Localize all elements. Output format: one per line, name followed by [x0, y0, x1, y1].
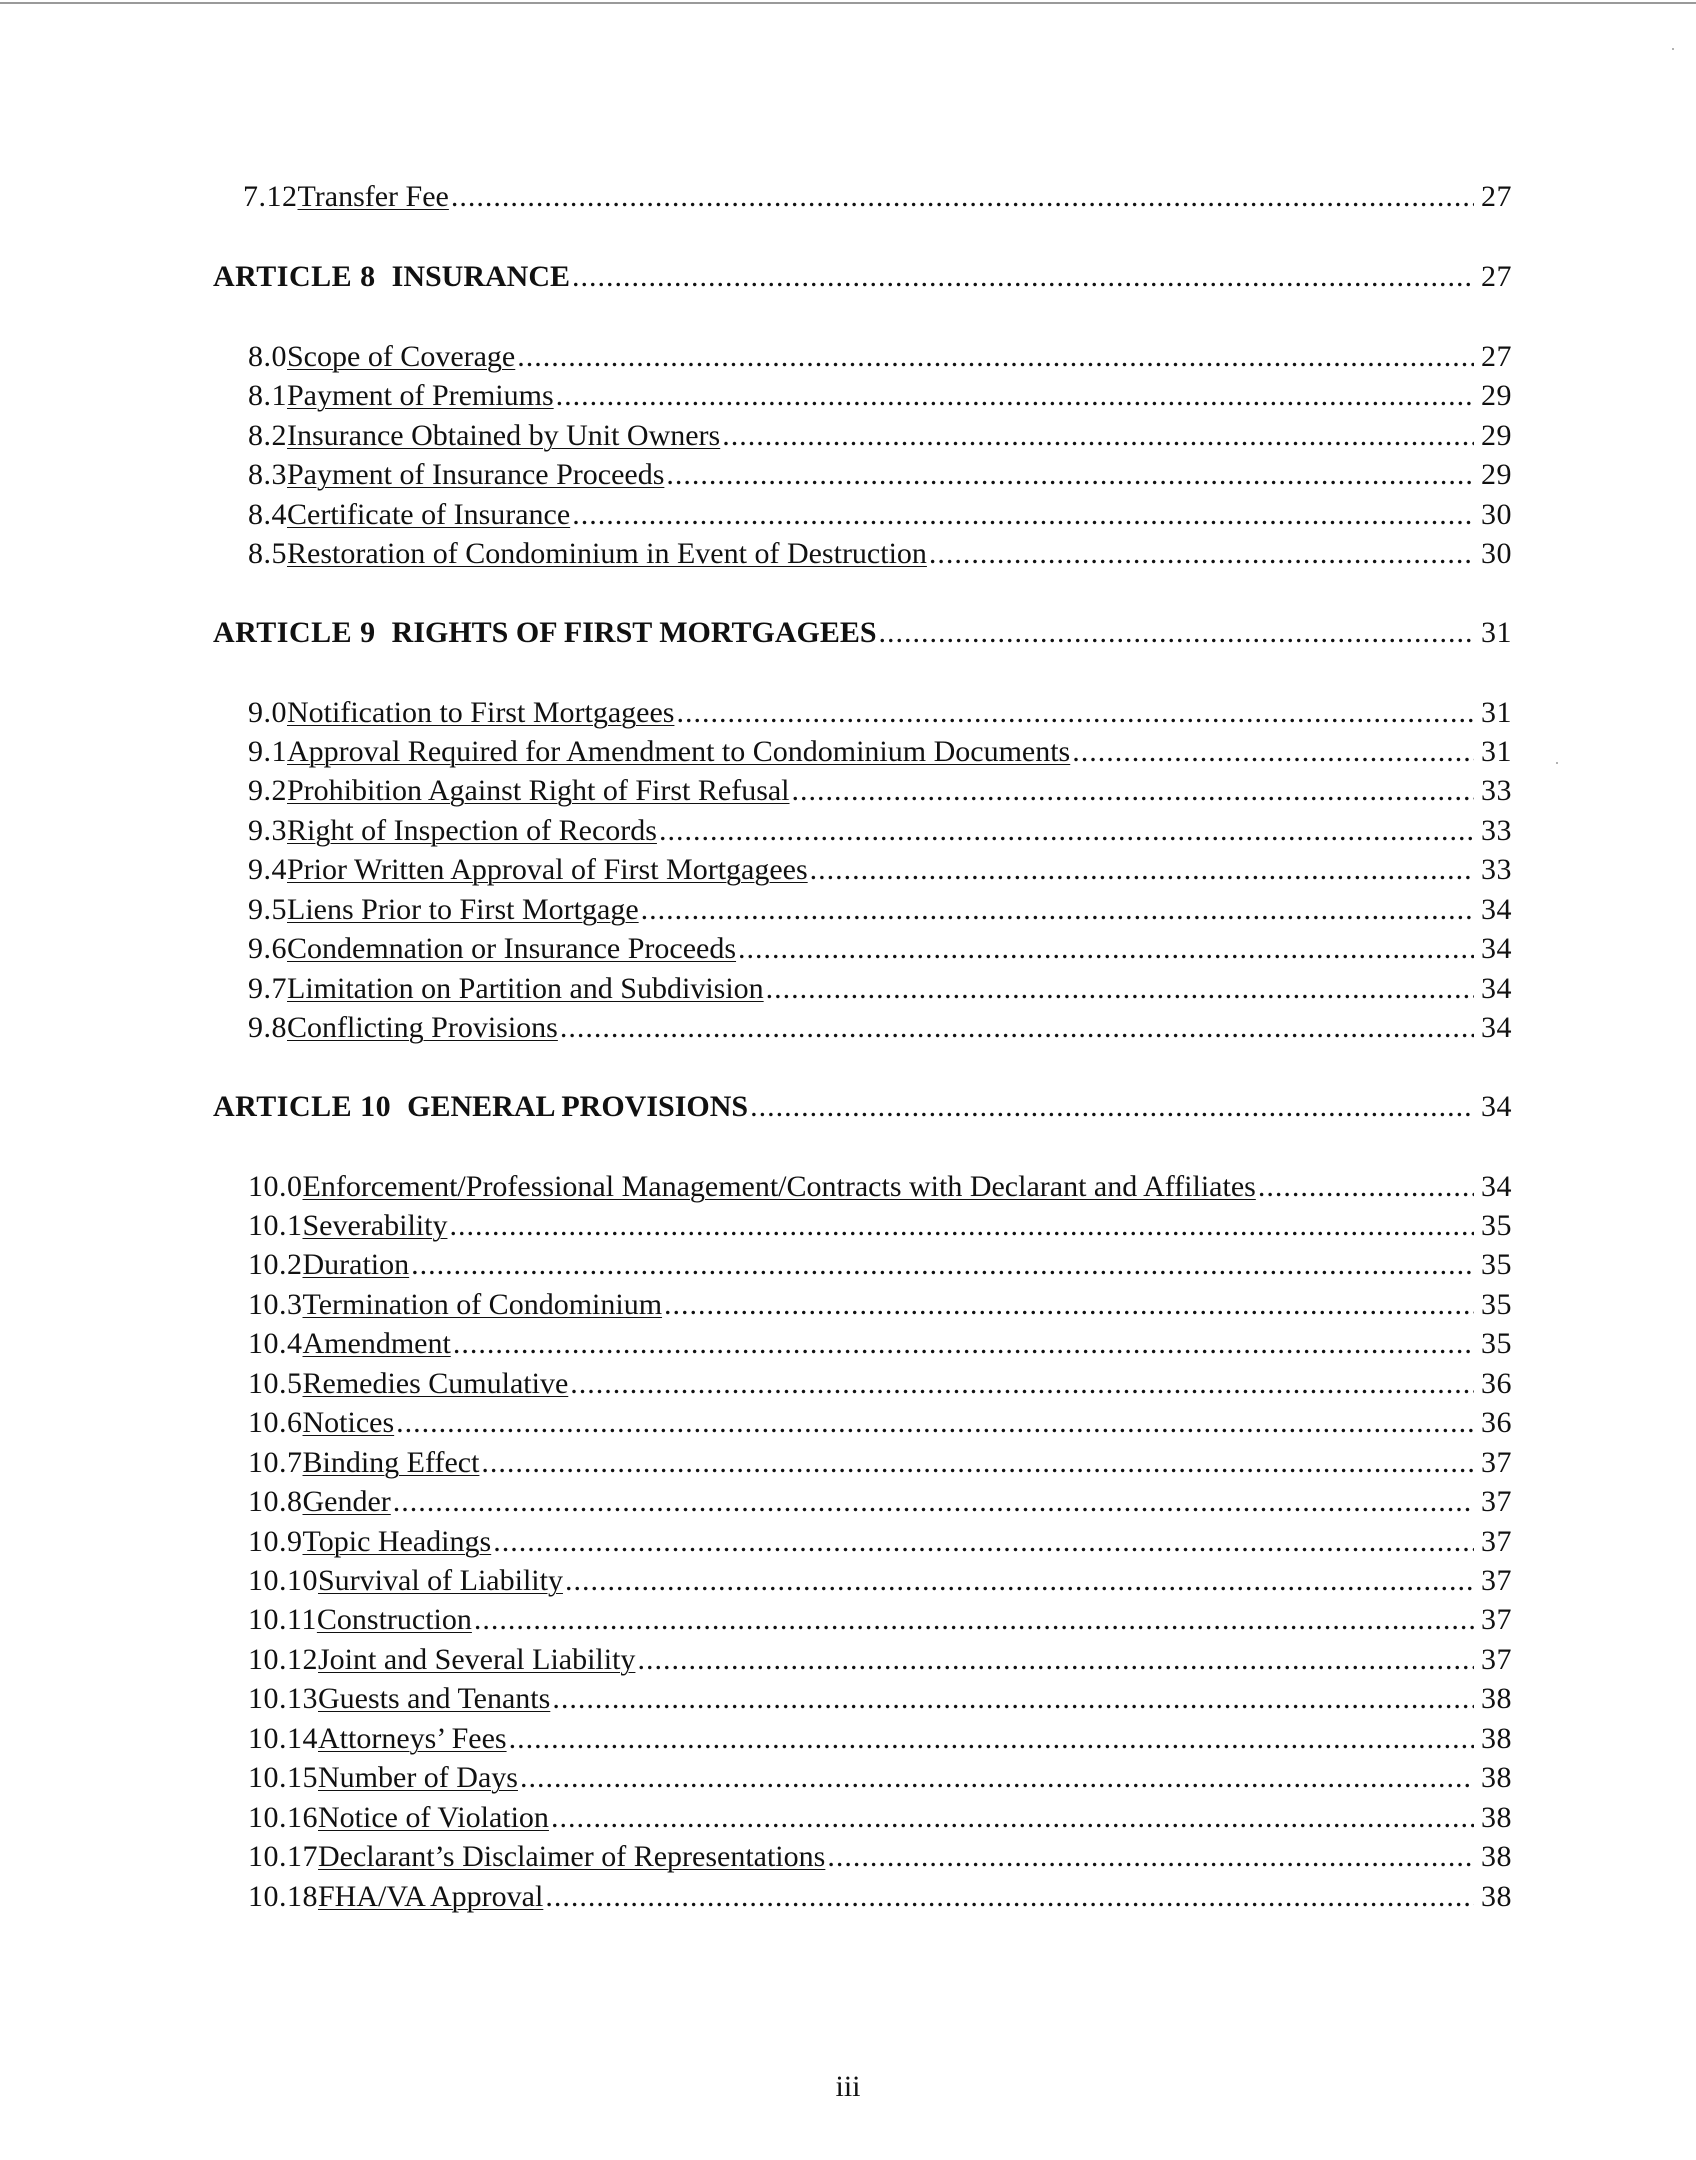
toc-entry-number: 10.6 [248, 1406, 303, 1439]
toc-entry-page: 37 [1481, 1525, 1512, 1558]
toc-entry-number: 7.12 [243, 180, 298, 213]
toc-entry [248, 971, 1512, 1007]
dot-leader [545, 1879, 1474, 1915]
dot-leader [1072, 734, 1474, 770]
toc-entry-page: 37 [1481, 1446, 1512, 1479]
toc-entry-number: 8.4 [248, 498, 287, 531]
toc-entry [248, 1721, 1512, 1757]
toc-entry-title: Limitation on Partition and Subdivision [287, 972, 764, 1005]
dot-leader [517, 339, 1474, 375]
toc-entry-page: 33 [1481, 774, 1512, 807]
dot-leader [560, 1010, 1474, 1046]
toc-entry-number: 10.9 [248, 1525, 303, 1558]
toc-entry-page: 35 [1481, 1248, 1512, 1281]
toc-entry-page: 38 [1481, 1840, 1512, 1873]
toc-entry-title: Transfer Fee [297, 180, 449, 213]
toc-entry-page: 27 [1481, 260, 1512, 293]
toc-entry-title: Notice of Violation [318, 1801, 549, 1834]
toc-entry-title: Declarant’s Disclaimer of Representations [318, 1840, 826, 1873]
toc-entry-title: Insurance Obtained by Unit Owners [287, 419, 721, 452]
toc-entry-page: 34 [1481, 972, 1512, 1005]
toc-entry [248, 695, 1512, 731]
toc-entry-title: Construction [316, 1603, 472, 1636]
toc-entry-page: 37 [1481, 1485, 1512, 1518]
toc-entry-number: 10.7 [248, 1446, 303, 1479]
dot-leader [750, 1089, 1474, 1125]
toc-entry-number: 9.1 [248, 735, 287, 768]
dot-leader [451, 179, 1474, 215]
toc-entry [248, 773, 1512, 809]
dot-leader [666, 457, 1474, 493]
toc-entry-number: 9.5 [248, 893, 287, 926]
toc-entry [248, 1366, 1512, 1402]
toc-entry-title: Prohibition Against Right of First Refusal [287, 774, 790, 807]
toc-entry-title: Duration [302, 1248, 410, 1281]
toc-entry-title: Certificate of Insurance [287, 498, 571, 531]
toc-entry [248, 1602, 1512, 1638]
toc-entry [248, 1287, 1512, 1323]
toc-entry [248, 457, 1512, 493]
toc-entry [248, 1524, 1512, 1560]
dot-leader [1258, 1169, 1474, 1205]
toc-entry-page: 38 [1481, 1880, 1512, 1913]
toc-entry-title: Topic Headings [302, 1525, 492, 1558]
toc-entry-number: 10.4 [248, 1327, 303, 1360]
toc-entry-title: GENERAL PROVISIONS [407, 1090, 749, 1123]
toc-entry-number: 10.15 [248, 1761, 318, 1794]
toc-entry-number: 8.5 [248, 537, 287, 570]
toc-entry-title: Conflicting Provisions [287, 1011, 558, 1044]
toc-entry-title: Termination of Condominium [302, 1288, 663, 1321]
dot-leader [766, 971, 1474, 1007]
toc-entry-page: 38 [1481, 1801, 1512, 1834]
toc-entry-page: 31 [1481, 735, 1512, 768]
toc-entry-page: 34 [1481, 932, 1512, 965]
dot-leader [664, 1287, 1474, 1323]
dot-leader [572, 497, 1474, 533]
toc-entry-page: 36 [1481, 1367, 1512, 1400]
toc-entry-title: Gender [302, 1485, 391, 1518]
toc-entry-title: Approval Required for Amendment to Condominium Documents [287, 735, 1071, 768]
dot-leader [570, 1366, 1474, 1402]
toc-entry-page: 34 [1481, 1090, 1512, 1123]
toc-entry-number: ARTICLE 10 [213, 1090, 392, 1123]
toc-entry-number: 9.2 [248, 774, 287, 807]
toc-entry [248, 1010, 1512, 1046]
toc-entry-title: Prior Written Approval of First Mortgagees [287, 853, 808, 886]
toc-entry [248, 1760, 1512, 1796]
toc-entry-page: 38 [1481, 1761, 1512, 1794]
toc-entry-title: Restoration of Condominium in Event of Destruction [287, 537, 927, 570]
toc-entry [248, 497, 1512, 533]
toc-article-heading [213, 615, 1512, 651]
toc-entry-number: 9.0 [248, 696, 287, 729]
toc-entry-title: Payment of Insurance Proceeds [287, 458, 665, 491]
toc-entry-page: 29 [1481, 458, 1512, 491]
toc-entry [248, 536, 1512, 572]
toc-entry-page: 27 [1481, 340, 1512, 373]
dot-leader [827, 1839, 1474, 1875]
toc-entry [248, 418, 1512, 454]
toc-entry [243, 179, 1512, 215]
dot-leader [493, 1524, 1474, 1560]
toc-entry-title: RIGHTS OF FIRST MORTGAGEES [391, 616, 877, 649]
toc-entry-number: 9.3 [248, 814, 287, 847]
toc-entry-page: 34 [1481, 1170, 1512, 1203]
toc-entry-page: 33 [1481, 853, 1512, 886]
toc-entry [248, 1879, 1512, 1915]
toc-entry [248, 339, 1512, 375]
dot-leader [565, 1563, 1474, 1599]
toc-entry-number: ARTICLE 9 [213, 616, 376, 649]
toc-entry-title: Guests and Tenants [318, 1682, 551, 1715]
toc-entry-page: 30 [1481, 537, 1512, 570]
dot-leader [676, 695, 1474, 731]
toc-entry-number: 10.11 [248, 1603, 317, 1636]
dot-leader [659, 813, 1474, 849]
toc-entry-number: 8.3 [248, 458, 287, 491]
toc-entry-page: 35 [1481, 1327, 1512, 1360]
dot-leader [929, 536, 1474, 572]
toc-entry-title: Enforcement/Professional Management/Contracts with Declarant and Affiliates [302, 1170, 1256, 1203]
toc-entry-title: FHA/VA Approval [318, 1880, 544, 1913]
toc-entry-title: Binding Effect [302, 1446, 480, 1479]
dot-leader [520, 1760, 1474, 1796]
dot-leader [556, 378, 1474, 414]
toc-entry-page: 37 [1481, 1643, 1512, 1676]
dot-leader [393, 1484, 1474, 1520]
dot-leader [810, 852, 1474, 888]
toc-entry-page: 35 [1481, 1288, 1512, 1321]
toc-entry [248, 1326, 1512, 1362]
toc-entry-title: Payment of Premiums [287, 379, 554, 412]
toc-entry [248, 1484, 1512, 1520]
toc-entry-number: ARTICLE 8 [213, 260, 376, 293]
dot-leader [722, 418, 1474, 454]
toc-entry [248, 852, 1512, 888]
toc-entry-page: 31 [1481, 616, 1512, 649]
toc-entry [248, 1839, 1512, 1875]
toc-entry-title: Survival of Liability [318, 1564, 563, 1597]
toc-entry-page: 27 [1481, 180, 1512, 213]
toc-entry-page: 29 [1481, 419, 1512, 452]
toc-entry-number: 10.3 [248, 1288, 303, 1321]
toc-entry-title: Amendment [302, 1327, 451, 1360]
toc-entry-page: 37 [1481, 1603, 1512, 1636]
toc-entry-title: Right of Inspection of Records [287, 814, 657, 847]
toc-entry-number: 10.16 [248, 1801, 318, 1834]
toc-entry-page: 34 [1481, 1011, 1512, 1044]
dot-leader [509, 1721, 1474, 1757]
toc-entry-page: 30 [1481, 498, 1512, 531]
toc-entry-number: 10.5 [248, 1367, 303, 1400]
toc-entry-number: 8.0 [248, 340, 287, 373]
toc-article-heading [213, 259, 1512, 295]
toc-entry-page: 35 [1481, 1209, 1512, 1242]
toc-entry-page: 38 [1481, 1682, 1512, 1715]
toc-entry-page: 37 [1481, 1564, 1512, 1597]
dot-leader [551, 1800, 1474, 1836]
toc-entry-page: 38 [1481, 1722, 1512, 1755]
toc-entry-number: 10.8 [248, 1485, 303, 1518]
toc-entry-title: Number of Days [318, 1761, 518, 1794]
toc-entry-number: 8.2 [248, 419, 287, 452]
toc-entry-title: INSURANCE [391, 260, 571, 293]
toc-entry-number: 10.14 [248, 1722, 318, 1755]
toc-entry [248, 892, 1512, 928]
toc-entry-number: 8.1 [248, 379, 287, 412]
dot-leader [552, 1681, 1474, 1717]
toc-entry-number: 10.17 [248, 1840, 318, 1873]
toc-entry-number: 10.10 [248, 1564, 318, 1597]
toc-entry-title: Liens Prior to First Mortgage [287, 893, 639, 926]
toc-entry-title: Notices [302, 1406, 395, 1439]
toc-entry-title: Joint and Several Liability [318, 1643, 636, 1676]
toc-entry-title: Condemnation or Insurance Proceeds [287, 932, 737, 965]
dot-leader [792, 773, 1474, 809]
dot-leader [572, 259, 1474, 295]
toc-entry-page: 31 [1481, 696, 1512, 729]
page-number-footer: iii [835, 2070, 861, 2103]
dot-leader [449, 1208, 1474, 1244]
toc-entry-number: 10.12 [248, 1643, 318, 1676]
toc-entry [248, 931, 1512, 967]
toc-entry [248, 1800, 1512, 1836]
dot-leader [453, 1326, 1474, 1362]
toc-entry-number: 10.0 [248, 1170, 303, 1203]
dot-leader [396, 1405, 1474, 1441]
toc-entry [248, 1405, 1512, 1441]
toc-entry-title: Remedies Cumulative [302, 1367, 569, 1400]
toc-article-heading [213, 1089, 1512, 1125]
toc-entry-number: 10.1 [248, 1209, 303, 1242]
toc-entry-title: Attorneys’ Fees [318, 1722, 507, 1755]
toc-entry-number: 9.6 [248, 932, 287, 965]
toc-entry-number: 9.7 [248, 972, 287, 1005]
toc-entry [248, 1445, 1512, 1481]
dot-leader [641, 892, 1474, 928]
toc-entry-page: 29 [1481, 379, 1512, 412]
dot-leader [481, 1445, 1474, 1481]
toc-entry [248, 813, 1512, 849]
toc-entry-number: 10.18 [248, 1880, 318, 1913]
dot-leader [738, 931, 1474, 967]
toc-entry [248, 1642, 1512, 1678]
dot-leader [637, 1642, 1474, 1678]
dot-leader [411, 1247, 1474, 1283]
toc-entry [248, 1681, 1512, 1717]
toc-entry-number: 10.13 [248, 1682, 318, 1715]
toc-entry [248, 1169, 1512, 1205]
toc-entry-page: 33 [1481, 814, 1512, 847]
toc-entry-title: Severability [302, 1209, 448, 1242]
toc-entry-number: 9.8 [248, 1011, 287, 1044]
toc-entry-number: 9.4 [248, 853, 287, 886]
toc-entry-title: Notification to First Mortgagees [287, 696, 675, 729]
dot-leader [879, 615, 1474, 651]
toc-entry [248, 1563, 1512, 1599]
toc-entry [248, 1208, 1512, 1244]
dot-leader [474, 1602, 1474, 1638]
toc-entry [248, 1247, 1512, 1283]
toc-entry-page: 34 [1481, 893, 1512, 926]
toc-entry-title: Scope of Coverage [287, 340, 516, 373]
toc-entry-page: 36 [1481, 1406, 1512, 1439]
toc-entry [248, 734, 1512, 770]
toc-entry [248, 378, 1512, 414]
toc-entry-number: 10.2 [248, 1248, 303, 1281]
